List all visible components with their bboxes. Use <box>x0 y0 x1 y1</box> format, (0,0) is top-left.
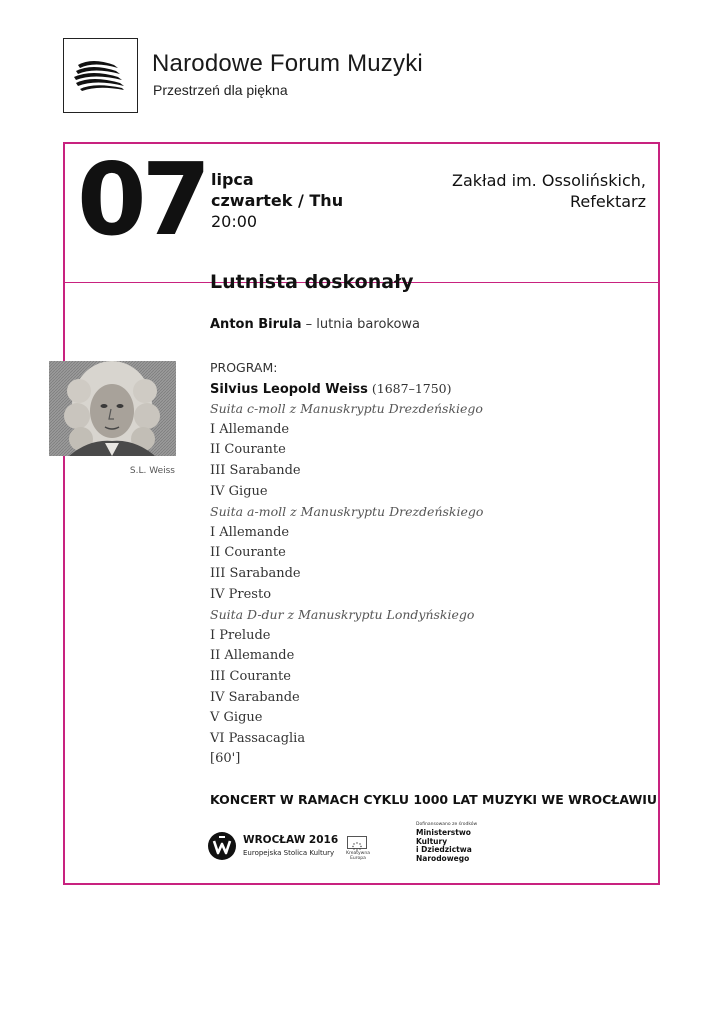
portrait-caption: S.L. Weiss <box>129 466 175 476</box>
program-item: III Courante <box>210 668 291 684</box>
portrait-illustration <box>49 361 176 456</box>
program-item: I Prelude <box>210 627 271 643</box>
nfm-wave-icon <box>74 55 130 95</box>
wroclaw-w-icon <box>208 832 236 860</box>
program-item: II Courante <box>210 442 286 458</box>
event-weekday: czwartek / Thu <box>211 191 344 210</box>
ministry-line: i Dziedzictwa <box>416 845 472 854</box>
ministry-line: Kultury <box>416 836 448 846</box>
program-item: III Sarabande <box>210 565 301 581</box>
event-day: 07 <box>77 141 207 258</box>
ministry-note: Dofinansowano ze środków <box>416 822 478 827</box>
event-month: lipca <box>211 170 254 189</box>
composer-dates: (1687–1750) <box>367 380 452 396</box>
wroclaw-subtitle: Europejska Stolica Kultury <box>243 849 335 857</box>
performer-role: – lutnia barokowa <box>301 317 421 332</box>
cycle-note: KONCERT W RAMACH CYKLU 1000 LAT MUZYKI WE WROCŁAWIU <box>210 792 658 807</box>
program-item: Suita a-moll z Manuskryptu Drezdeńskiego <box>210 504 484 520</box>
org-name: Narodowe Forum Muzyki <box>152 50 423 77</box>
program-item: I Allemande <box>210 524 290 540</box>
ministry-line: Ministerstwo <box>416 828 471 837</box>
program-item: Suita D-dur z Manuskryptu Londyńskiego <box>210 607 475 623</box>
program-item: VI Passacaglia <box>210 730 306 746</box>
program-item: IV Presto <box>210 586 272 602</box>
program-item: IV Gigue <box>210 483 268 499</box>
performer-name: Anton Birula <box>210 317 302 332</box>
event-time: 20:00 <box>211 212 258 231</box>
eu-flag-icon <box>347 836 367 849</box>
program-item: I Allemande <box>210 421 290 437</box>
nfm-logo <box>63 38 138 113</box>
program-heading: PROGRAM: <box>210 360 278 375</box>
ministry-line: Narodowego <box>416 853 470 863</box>
eu-text: Kreatywna Europa <box>346 851 370 861</box>
program-item: III Sarabande <box>210 462 301 478</box>
program-item: Suita c-moll z Manuskryptu Drezdeńskiego <box>210 401 483 417</box>
event-venue <box>396 170 646 212</box>
program-item: II Allemande <box>210 648 295 664</box>
org-tagline: Przestrzeń dla piękna <box>153 82 288 98</box>
program-item: IV Sarabande <box>210 689 300 705</box>
event-date-block <box>211 169 343 232</box>
performer <box>210 317 420 332</box>
program-duration: [60'] <box>210 751 241 767</box>
ministry-logo <box>416 829 472 863</box>
wroclaw-2016-logo <box>208 832 236 864</box>
event-title: Lutnista doskonały <box>210 271 414 293</box>
program-item: II Courante <box>210 545 286 561</box>
venue-line-1: Zakład im. Ossolińskich, <box>452 171 646 190</box>
program-item: V Gigue <box>210 710 263 726</box>
venue-line-2: Refektarz <box>569 192 646 211</box>
composer-line <box>210 379 483 400</box>
portrait-image <box>49 361 176 456</box>
wroclaw-title: WROCŁAW 2016 <box>243 834 339 846</box>
program-list <box>210 358 483 770</box>
composer-name: Silvius Leopold Weiss <box>210 381 368 397</box>
